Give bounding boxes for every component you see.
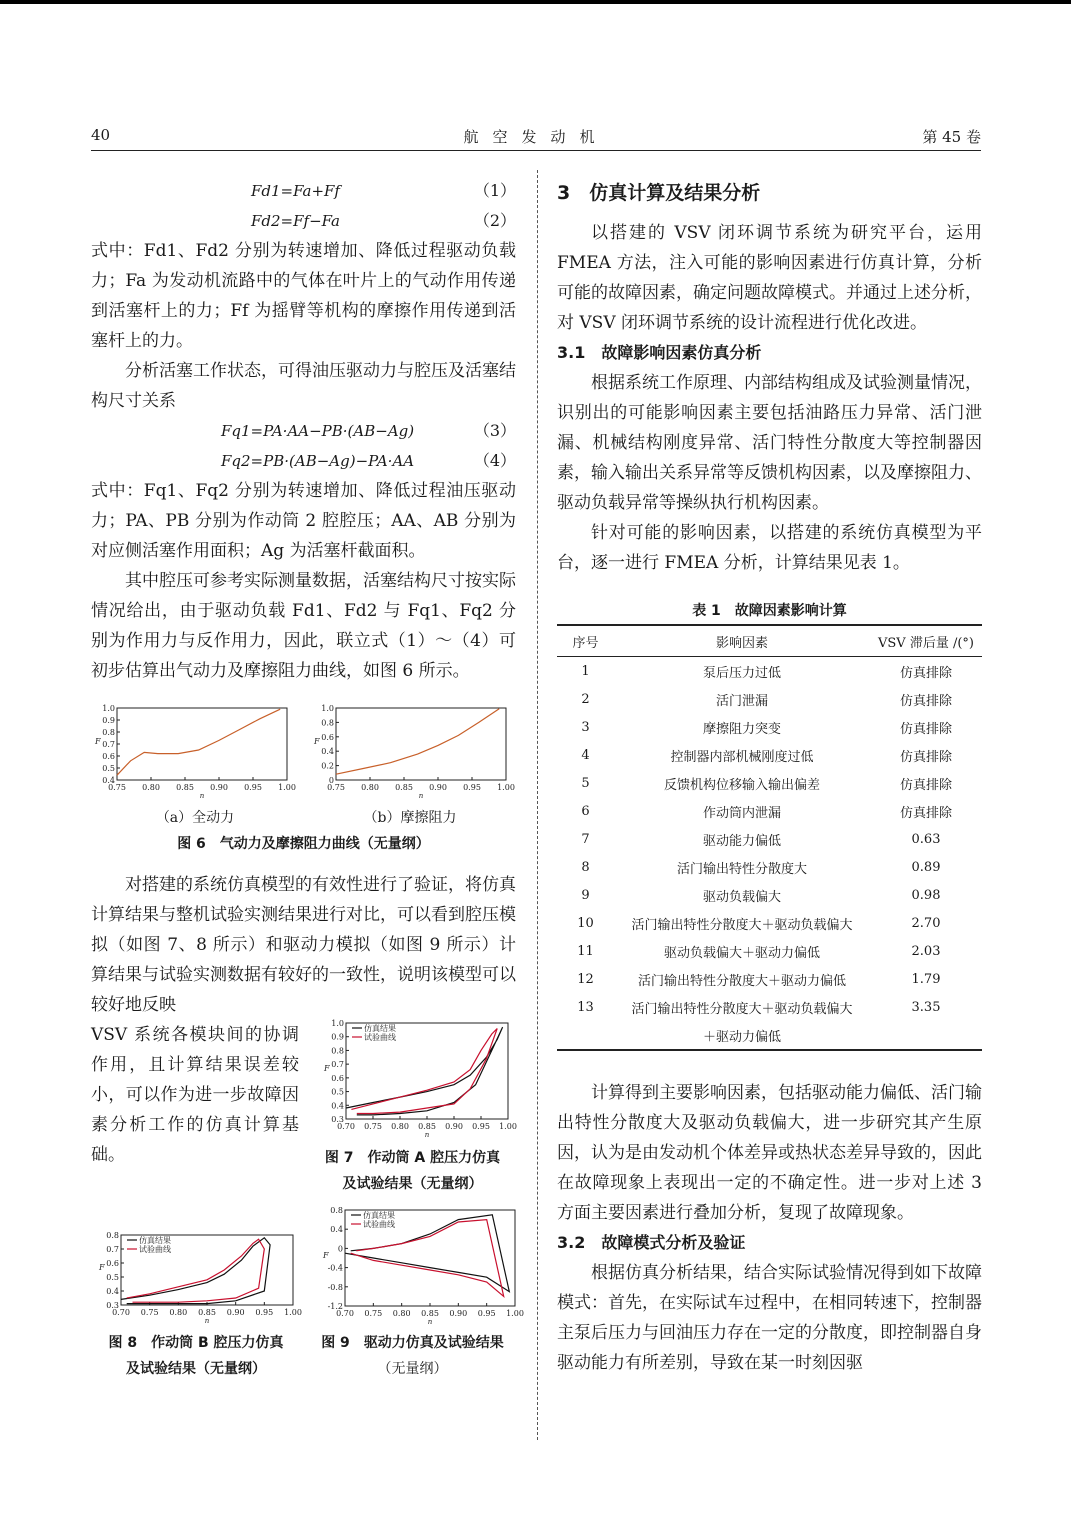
x-tick-label: 0.80 — [392, 1309, 411, 1318]
figure-6b — [313, 704, 515, 800]
y-tick-label: 0 — [328, 776, 334, 785]
journal-title: 航空发动机 — [463, 128, 609, 146]
fig8-caption: 图 8 作动筒 B 腔压力仿真 及试验结果（无量纲） — [108, 1335, 284, 1377]
table-cell: 8 — [581, 859, 590, 875]
table-cell: 仿真排除 — [899, 777, 952, 793]
table-cell: 活门输出特性分散度大＋驱动负载偏大 — [631, 917, 853, 933]
y-tick-label: 0.6 — [106, 1259, 119, 1268]
x-tick-label: 0.80 — [169, 1308, 188, 1317]
x-tick-label: 0.70 — [112, 1308, 130, 1317]
table-header-cell: VSV 滞后量 /(°) — [870, 625, 982, 657]
x-axis-label: n — [427, 1318, 433, 1326]
x-tick-label: 1.00 — [284, 1308, 302, 1317]
table-cell: 2 — [581, 691, 590, 707]
x-tick-label: 1.00 — [499, 1122, 517, 1131]
x-tick-label: 1.00 — [506, 1309, 524, 1318]
table-cell: 仿真排除 — [899, 693, 952, 709]
table-cell: 仿真排除 — [899, 805, 952, 821]
y-axis-label: F — [99, 1263, 105, 1272]
table-row — [557, 881, 982, 909]
volume-label: 第 45 卷 — [922, 128, 981, 146]
paragraph-validation-cont: VSV 系统各模块间的协调作用，且计算结果误差较小，可以作为进一步故障因素分析工作的仿真计算基础。 — [91, 1025, 299, 1165]
y-tick-label: 0.4 — [321, 747, 334, 757]
table-row — [557, 685, 982, 713]
y-tick-label: 1.0 — [331, 1019, 344, 1028]
y-tick-label: 0.4 — [330, 1225, 343, 1235]
equation-1: Fd1=Fa+Ff （1） — [251, 181, 516, 200]
x-tick-label: 0.75 — [364, 1309, 383, 1318]
figure-6-plots — [91, 700, 516, 800]
table-cell: 0.89 — [911, 859, 941, 875]
right-column-bottom — [557, 1078, 982, 1378]
table-cell: 0.63 — [911, 831, 941, 847]
page-header — [91, 126, 981, 150]
table-cell: 6 — [581, 803, 590, 819]
y-tick-label: 0.2 — [321, 761, 334, 771]
x-tick-label: 0.95 — [472, 1122, 490, 1131]
x-tick-label: 0.90 — [226, 1308, 245, 1317]
fig6a-label: （a）全动力 — [155, 810, 235, 826]
paragraph-chamber: 其中腔压可参考实际测量数据，活塞结构尺寸按实际情况给出，由于驱动负载 Fd1、Fd2 与 Fq1、Fq2 分别为作用力与反作用力，因此，联立式（1）～（4）可初步估算出气动力及摩擦阻力曲线，如图 6 所示。 — [91, 571, 516, 681]
y-tick-label: 0.9 — [102, 716, 115, 725]
x-tick-label: 0.85 — [198, 1308, 216, 1317]
paragraph-factors: 根据系统工作原理、内部结构组成及试验测量情况，识别出的可能影响因素主要包括油路压力异常、活门泄漏、机械结构刚度异常、活门特性分散度大等控制器因素，输入输出关系异常等反馈机构因素，以及摩擦阻力、驱动负载异常等操纵执行机构因素。 — [557, 373, 982, 513]
table-cell: 0.98 — [911, 887, 941, 903]
x-axis-label: n — [424, 1131, 430, 1139]
table-cell: 活门泄漏 — [715, 693, 768, 709]
column-divider — [537, 170, 538, 1440]
x-axis-label: n — [418, 792, 424, 800]
y-axis-label: F — [95, 737, 101, 746]
table-row — [557, 769, 982, 797]
legend-label: 试验曲线 — [364, 1033, 396, 1042]
y-tick-label: -0.4 — [327, 1263, 343, 1273]
legend-label: 仿真结果 — [139, 1236, 171, 1245]
y-tick-label: 1.0 — [102, 704, 115, 713]
x-axis-label: n — [199, 792, 205, 800]
paragraph-eq12-desc: 式中：Fd1、Fd2 分别为转速增加、降低过程驱动负载力；Fa 为发动机流路中的气体在叶片上的气动作用传递到活塞杆上的力；Ff 为摇臂等机构的摩擦作用传递到活塞杆上的力。 — [91, 241, 516, 351]
y-tick-label: 0 — [337, 1244, 343, 1254]
y-axis-label: F — [323, 1251, 329, 1260]
table-cell: 驱动负载偏大＋驱动力偏低 — [663, 945, 820, 961]
x-tick-label: 0.90 — [429, 783, 447, 792]
table-1 — [557, 624, 982, 1051]
table-cell: 摩擦阻力突变 — [702, 721, 781, 737]
table-cell: 13 — [577, 999, 594, 1015]
y-tick-label: 0.3 — [331, 1115, 344, 1124]
table-1-caption: 表 1 故障因素影响计算 — [692, 603, 847, 619]
table-cell: 驱动能力偏低 — [702, 833, 781, 849]
table-row — [557, 993, 982, 1021]
y-tick-label: 0.9 — [331, 1032, 344, 1042]
table-cell: 1 — [581, 663, 590, 679]
y-tick-label: 0.8 — [102, 728, 115, 737]
right-column-top — [557, 176, 982, 578]
figure-8-plot — [91, 1230, 301, 1330]
x-tick-label: 0.90 — [449, 1309, 468, 1318]
y-tick-label: 0.4 — [102, 776, 115, 785]
y-tick-label: -1.2 — [327, 1302, 343, 1311]
table-header-row — [557, 625, 982, 657]
x-tick-label: 0.95 — [477, 1309, 496, 1318]
table-cell: 3 — [581, 719, 590, 735]
table-cell: 仿真排除 — [899, 665, 952, 681]
equation-4: Fq2=PB·(AB−Ag)−PA·AA （4） — [221, 451, 516, 470]
figure-9-plot — [305, 1205, 524, 1330]
x-tick-label: 0.90 — [445, 1122, 463, 1131]
table-cell: 仿真排除 — [899, 749, 952, 765]
figure-7-plot — [310, 1018, 515, 1138]
x-tick-label: 0.70 — [337, 1122, 355, 1131]
x-tick-label: 0.75 — [364, 1122, 382, 1131]
table-cell: 2.03 — [911, 943, 941, 959]
table-row — [557, 825, 982, 853]
table-header-cell: 影响因素 — [614, 625, 870, 657]
legend-label: 仿真结果 — [363, 1211, 395, 1220]
y-tick-label: -0.8 — [327, 1282, 343, 1292]
table-cell: ＋驱动力偏低 — [614, 1021, 870, 1050]
table-cell: 活门输出特性分散度大＋驱动负载偏大 — [631, 1001, 853, 1017]
page-number: 40 — [91, 126, 111, 144]
y-tick-label: 0.5 — [102, 764, 115, 773]
table-cell: 10 — [577, 915, 594, 931]
y-tick-label: 0.7 — [102, 740, 115, 749]
series-line — [117, 709, 280, 775]
x-tick-label: 0.95 — [255, 1308, 274, 1317]
x-tick-label: 0.80 — [361, 783, 379, 792]
table-cell: 11 — [577, 943, 594, 959]
section-3-2-heading: 3.2 故障模式分析及验证 — [557, 1233, 746, 1252]
x-tick-label: 0.95 — [244, 783, 262, 792]
paragraph-piston: 分析活塞工作状态，可得油压驱动力与腔压及活塞结构尺寸关系 — [91, 361, 516, 411]
fig6-caption: 图 6 气动力及摩擦阻力曲线（无量纲） — [177, 836, 430, 852]
table-row — [557, 965, 982, 993]
fig6b-label: （b）摩擦阻力 — [363, 810, 457, 826]
table-cell: 驱动负载偏大 — [702, 889, 781, 905]
x-axis-label: n — [204, 1317, 210, 1325]
x-tick-label: 0.90 — [210, 783, 228, 792]
left-column-top — [91, 176, 516, 686]
y-tick-label: 0.6 — [321, 732, 334, 742]
x-tick-label: 0.75 — [108, 783, 126, 792]
top-border — [0, 0, 1071, 4]
table-cell: 仿真排除 — [899, 721, 952, 737]
table-row — [557, 797, 982, 825]
y-tick-label: 0.5 — [106, 1273, 119, 1282]
y-tick-label: 0.8 — [330, 1206, 343, 1215]
paragraph-sec3-intro: 以搭建的 VSV 闭环调节系统为研究平台，运用 FMEA 方法，注入可能的影响因素进行仿真计算，分析可能的故障因素，确定问题故障模式。并通过上述分析，对 VSV 闭环调节系统的设计流程进行优化改进。 — [557, 223, 982, 333]
y-tick-label: 0.4 — [331, 1101, 344, 1111]
table-row — [557, 853, 982, 881]
table-cell: 活门输出特性分散度大＋驱动力偏低 — [637, 973, 846, 989]
table-row — [557, 1021, 982, 1050]
x-tick-label: 0.85 — [418, 1122, 436, 1131]
table-row — [557, 657, 982, 686]
y-axis-label: F — [324, 1064, 330, 1073]
y-tick-label: 0.7 — [106, 1245, 119, 1254]
x-tick-label: 0.85 — [395, 783, 413, 792]
section-3-1-heading: 3.1 故障影响因素仿真分析 — [557, 343, 762, 362]
paragraph-failure-mode: 根据仿真分析结果，结合实际试验情况得到如下故障模式：首先，在实际试车过程中，在相同转速下，控制器主泵后压力与回油压力存在一定的分散度，即控制器自身驱动能力有所差别，导致在某一时刻因驱 — [557, 1263, 982, 1373]
x-tick-label: 0.70 — [336, 1309, 354, 1318]
equation-2: Fd2=Ff−Fa （2） — [251, 211, 516, 230]
table-cell: 12 — [577, 971, 594, 987]
table-cell — [870, 1021, 982, 1050]
fig6a-frame — [117, 708, 287, 780]
y-tick-label: 0.6 — [331, 1073, 344, 1083]
y-tick-label: 1.0 — [321, 704, 334, 713]
figure-6a — [94, 704, 296, 800]
x-tick-label: 0.80 — [142, 783, 160, 792]
x-tick-label: 0.80 — [391, 1122, 409, 1131]
y-tick-label: 0.7 — [331, 1060, 344, 1070]
table-cell: 泵后压力过低 — [702, 665, 781, 681]
legend-label: 仿真结果 — [364, 1024, 396, 1033]
y-axis-label: F — [314, 737, 320, 746]
y-tick-label: 0.6 — [102, 752, 115, 761]
x-tick-label: 0.95 — [463, 783, 481, 792]
left-column-narrow — [91, 1020, 299, 1170]
table-cell: 活门输出特性分散度大 — [676, 861, 807, 877]
table-cell: 4 — [581, 747, 590, 763]
series-line — [336, 709, 499, 775]
x-tick-label: 0.85 — [176, 783, 194, 792]
section-3-heading: 3 仿真计算及结果分析 — [557, 182, 761, 204]
paragraph-main-factors: 计算得到主要影响因素，包括驱动能力偏低、活门输出特性分散度大及驱动负载偏大，进一步研究其产生原因，认为是由发动机个体差异或热状态差异导致的，因此在故障现象上表现出一定的不确定性。进一步对上述 3 方面主要因素进行叠加分析，复现了故障现象。 — [557, 1083, 982, 1223]
left-column-mid — [91, 870, 516, 1020]
legend-label: 试验曲线 — [363, 1220, 395, 1229]
x-tick-label: 0.85 — [421, 1309, 439, 1318]
table-cell: 作动筒内泄漏 — [702, 805, 781, 821]
paragraph-validation: 对搭建的系统仿真模型的有效性进行了验证，将仿真计算结果与整机试验实测结果进行对比，可以看到腔压模拟（如图 7、8 所示）和驱动力模拟（如图 9 所示）计算结果与试验实测数据有较好的一致性，说明该模型可以较好地反映 — [91, 875, 516, 1015]
x-tick-label: 0.75 — [327, 783, 345, 792]
table-row — [557, 741, 982, 769]
table-cell: 1.79 — [911, 971, 941, 987]
table-cell — [557, 1021, 614, 1050]
table-cell: 5 — [581, 775, 590, 791]
x-tick-label: 1.00 — [497, 783, 515, 792]
table-cell: 2.70 — [911, 915, 941, 931]
y-tick-label: 0.4 — [106, 1287, 119, 1296]
fig7-caption: 图 7 作动筒 A 腔压力仿真 及试验结果（无量纲） — [324, 1150, 501, 1192]
table-cell: 反馈机构位移输入输出偏差 — [663, 777, 820, 793]
table-row — [557, 713, 982, 741]
y-tick-label: 0.8 — [331, 1046, 344, 1056]
y-tick-label: 0.8 — [321, 718, 334, 728]
table-cell: 3.35 — [911, 999, 941, 1015]
equation-3: Fq1=PA·AA−PB·(AB−Ag) （3） — [221, 421, 516, 440]
table-cell: 控制器内部机械刚度过低 — [670, 749, 814, 765]
x-tick-label: 1.00 — [278, 783, 296, 792]
header-rule — [91, 150, 981, 151]
y-tick-label: 0.5 — [331, 1087, 344, 1097]
x-tick-label: 0.75 — [140, 1308, 159, 1317]
paragraph-fmea: 针对可能的影响因素，以搭建的系统仿真模型为平台，逐一进行 FMEA 分析，计算结果见表 1。 — [557, 523, 982, 573]
table-header-cell: 序号 — [557, 625, 614, 657]
table-cell: 7 — [581, 831, 590, 847]
table-row — [557, 909, 982, 937]
paragraph-eq34-desc: 式中：Fq1、Fq2 分别为转速增加、降低过程油压驱动力；PA、PB 分别为作动筒 2 腔腔压；AA、AB 分别为对应侧活塞作用面积；Ag 为活塞杆截面积。 — [91, 481, 516, 561]
y-tick-label: 0.8 — [106, 1231, 119, 1240]
table-row — [557, 937, 982, 965]
fig9-caption: 图 9 驱动力仿真及试验结果 （无量纲） — [321, 1335, 504, 1377]
y-tick-label: 0.3 — [106, 1301, 119, 1310]
table-cell: 9 — [581, 887, 590, 903]
legend-label: 试验曲线 — [139, 1245, 171, 1254]
